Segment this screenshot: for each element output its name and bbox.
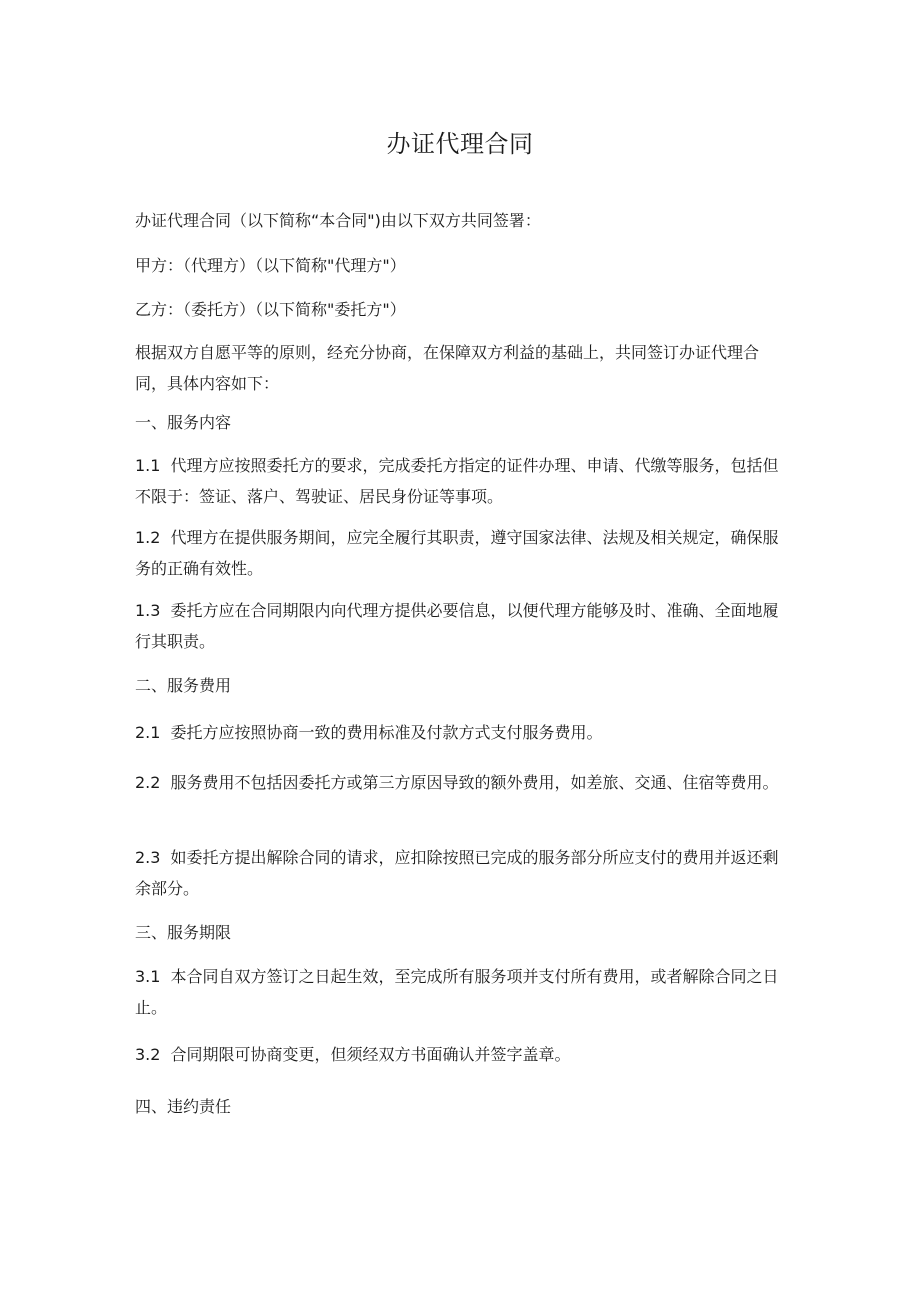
clause-number: 2.2 bbox=[135, 773, 161, 792]
clause-text: 如委托方提出解除合同的请求，应扣除按照已完成的服务部分所应支付的费用并返还剩余部分。 bbox=[135, 848, 779, 898]
section-heading-service-content: 一、服务内容 bbox=[135, 413, 232, 432]
intro-paragraph: 办证代理合同（以下简称“本合同")由以下双方共同签署： bbox=[135, 211, 541, 230]
clause-number: 3.1 bbox=[135, 967, 161, 986]
clause-number: 2.3 bbox=[135, 848, 161, 867]
clause-text: 委托方应在合同期限内向代理方提供必要信息，以便代理方能够及时、准确、全面地履行其职责。 bbox=[135, 601, 779, 651]
preamble-paragraph: 根据双方自愿平等的原则，经充分协商，在保障双方利益的基础上，共同签订办证代理合同，具体内容如下： bbox=[135, 343, 760, 393]
clause-3-1 bbox=[135, 961, 787, 1023]
clause-2-2 bbox=[135, 767, 787, 798]
clause-number: 1.2 bbox=[135, 528, 161, 547]
clause-1-1 bbox=[135, 450, 787, 512]
party-a: 甲方：（代理方）（以下简称"代理方"） bbox=[135, 256, 406, 275]
clause-number: 1.1 bbox=[135, 456, 161, 475]
clause-text: 委托方应按照协商一致的费用标准及付款方式支付服务费用。 bbox=[170, 723, 603, 742]
document-title: 办证代理合同 bbox=[386, 130, 534, 158]
clause-1-2 bbox=[135, 522, 787, 584]
clause-3-2 bbox=[135, 1039, 787, 1070]
section-heading-service-term: 三、服务期限 bbox=[135, 923, 232, 942]
clause-number: 2.1 bbox=[135, 723, 161, 742]
clause-text: 代理方应按照委托方的要求，完成委托方指定的证件办理、申请、代缴等服务，包括但不限于：签证、落户、驾驶证、居民身份证等事项。 bbox=[135, 456, 779, 506]
section-heading-service-fees: 二、服务费用 bbox=[135, 676, 232, 695]
clause-text: 本合同自双方签订之日起生效，至完成所有服务项并支付所有费用，或者解除合同之日止。 bbox=[135, 967, 779, 1017]
clause-number: 3.2 bbox=[135, 1045, 161, 1064]
clause-1-3 bbox=[135, 595, 787, 657]
clause-2-3 bbox=[135, 842, 787, 904]
clause-number: 1.3 bbox=[135, 601, 161, 620]
clause-text: 合同期限可协商变更，但须经双方书面确认并签字盖章。 bbox=[170, 1045, 571, 1064]
clause-text: 服务费用不包括因委托方或第三方原因导致的额外费用，如差旅、交通、住宿等费用。 bbox=[170, 773, 779, 792]
clause-text: 代理方在提供服务期间，应完全履行其职责，遵守国家法律、法规及相关规定，确保服务的正确有效性。 bbox=[135, 528, 779, 578]
section-heading-breach-liability: 四、违约责任 bbox=[135, 1097, 232, 1116]
party-b: 乙方：（委托方）（以下简称"委托方"） bbox=[135, 300, 406, 319]
clause-2-1 bbox=[135, 717, 787, 748]
